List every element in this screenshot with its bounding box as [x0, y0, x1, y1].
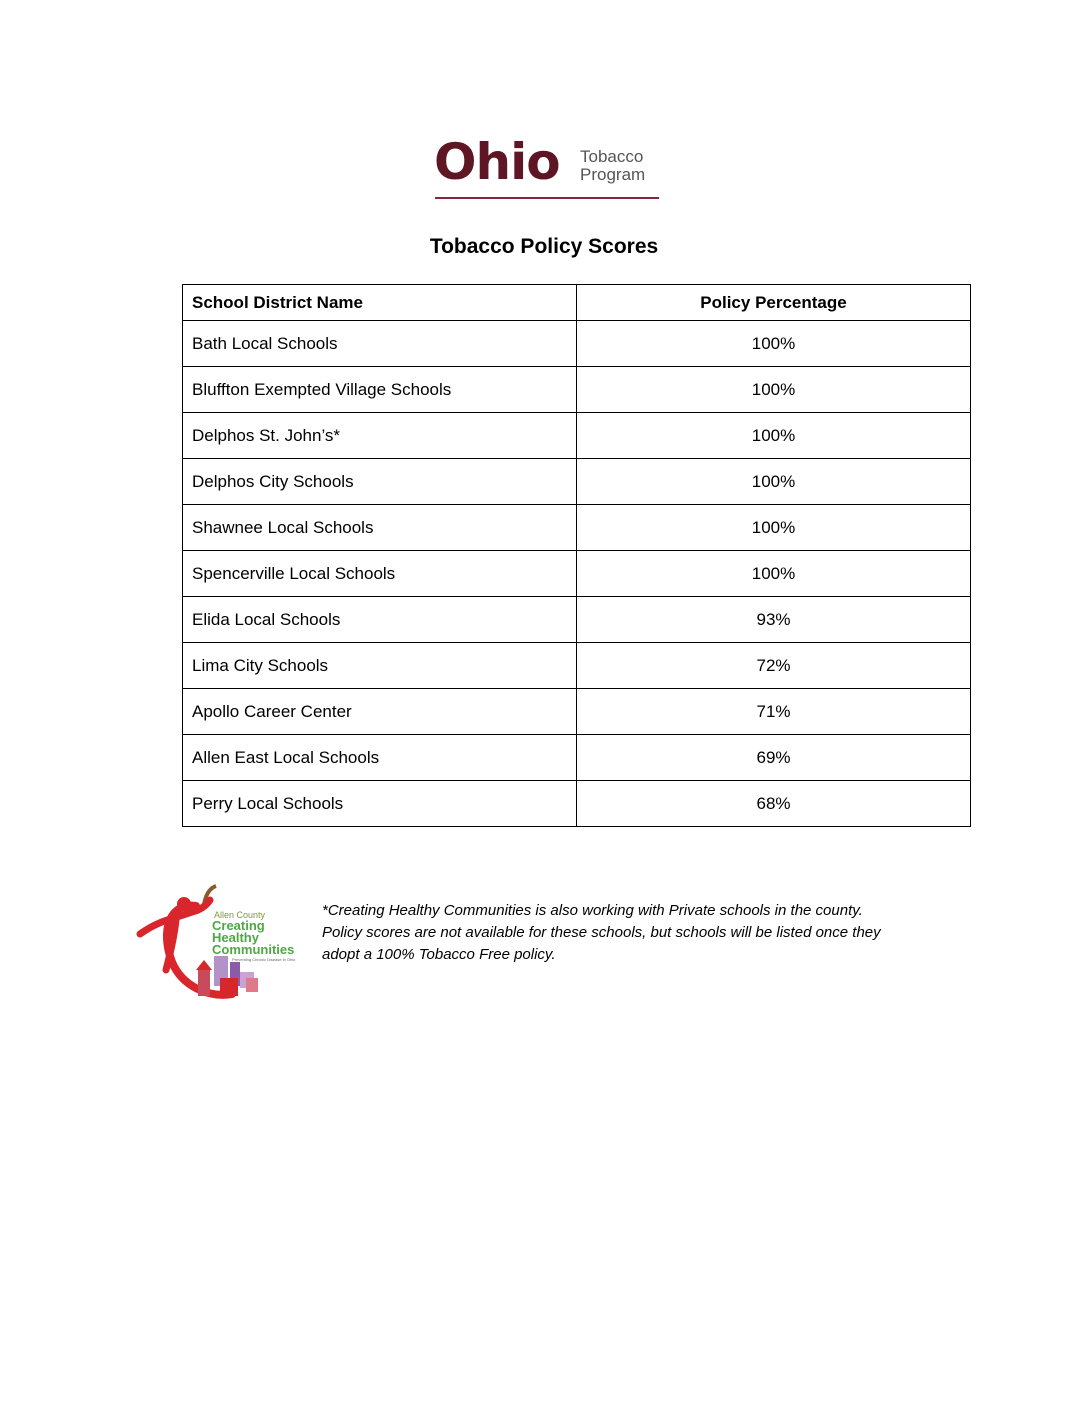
table-row — [183, 781, 971, 827]
table-row — [183, 367, 971, 413]
table-row — [183, 505, 971, 551]
person-head-icon — [177, 897, 191, 911]
table-row — [183, 735, 971, 781]
table-row — [183, 413, 971, 459]
footnote — [322, 900, 962, 966]
policy-percentage-cell: 100% — [577, 413, 971, 459]
policy-percentage-cell: 100% — [577, 551, 971, 597]
header-policy-percentage: Policy Percentage — [577, 285, 971, 321]
table-row — [183, 643, 971, 689]
creating-healthy-communities-logo — [136, 882, 312, 1008]
logo-tagline-text: Preventing Chronic Disease in Ohio — [232, 957, 296, 962]
table-row — [183, 689, 971, 735]
school-district-name-cell: Delphos City Schools — [183, 459, 577, 505]
footnote-line: Policy scores are not available for these schools, but schools will be listed once they — [322, 924, 881, 941]
footnote-line: *Creating Healthy Communities is also working with Private schools in the county. — [322, 902, 863, 919]
building-icon — [198, 968, 210, 996]
logo-county-text: Allen County — [214, 910, 266, 920]
school-district-name-cell: Bath Local Schools — [183, 321, 577, 367]
page-title: Tobacco Policy Scores — [429, 235, 659, 258]
ohio-tobacco-logo — [434, 134, 660, 202]
school-district-name-cell: Spencerville Local Schools — [183, 551, 577, 597]
table-body — [183, 321, 971, 827]
policy-percentage-cell: 100% — [577, 459, 971, 505]
logo-creating-text: Creating — [212, 918, 265, 933]
policy-percentage-cell: 71% — [577, 689, 971, 735]
barn-icon — [220, 978, 238, 996]
school-district-name-cell: Perry Local Schools — [183, 781, 577, 827]
logo-ohio-wordmark: Ohio — [434, 133, 560, 191]
table-header-row — [183, 285, 971, 321]
school-district-name-cell: Allen East Local Schools — [183, 735, 577, 781]
building-icon — [246, 978, 258, 992]
policy-percentage-cell: 100% — [577, 505, 971, 551]
policy-percentage-cell: 93% — [577, 597, 971, 643]
policy-percentage-cell: 69% — [577, 735, 971, 781]
policy-percentage-cell: 68% — [577, 781, 971, 827]
table-row — [183, 551, 971, 597]
school-district-name-cell: Apollo Career Center — [183, 689, 577, 735]
logo-subtitle-line2: Program — [580, 165, 646, 184]
school-district-name-cell: Bluffton Exempted Village Schools — [183, 367, 577, 413]
school-district-name-cell: Delphos St. John’s* — [183, 413, 577, 459]
footnote-line: adopt a 100% Tobacco Free policy. — [322, 946, 556, 963]
table-row — [183, 459, 971, 505]
policy-percentage-cell: 100% — [577, 367, 971, 413]
school-district-name-cell: Shawnee Local Schools — [183, 505, 577, 551]
policy-percentage-cell: 72% — [577, 643, 971, 689]
policy-scores-table — [182, 284, 971, 827]
logo-healthy-text: Healthy — [212, 930, 259, 945]
header-school-district-name: School District Name — [183, 285, 577, 321]
table-row — [183, 321, 971, 367]
logo-underline — [435, 197, 659, 199]
policy-percentage-cell: 100% — [577, 321, 971, 367]
school-district-name-cell: Elida Local Schools — [183, 597, 577, 643]
logo-subtitle — [580, 148, 645, 184]
table-row — [183, 597, 971, 643]
logo-subtitle-line1: Tobacco — [580, 147, 644, 166]
logo-communities-text: Communities — [212, 942, 295, 957]
school-district-name-cell: Lima City Schools — [183, 643, 577, 689]
